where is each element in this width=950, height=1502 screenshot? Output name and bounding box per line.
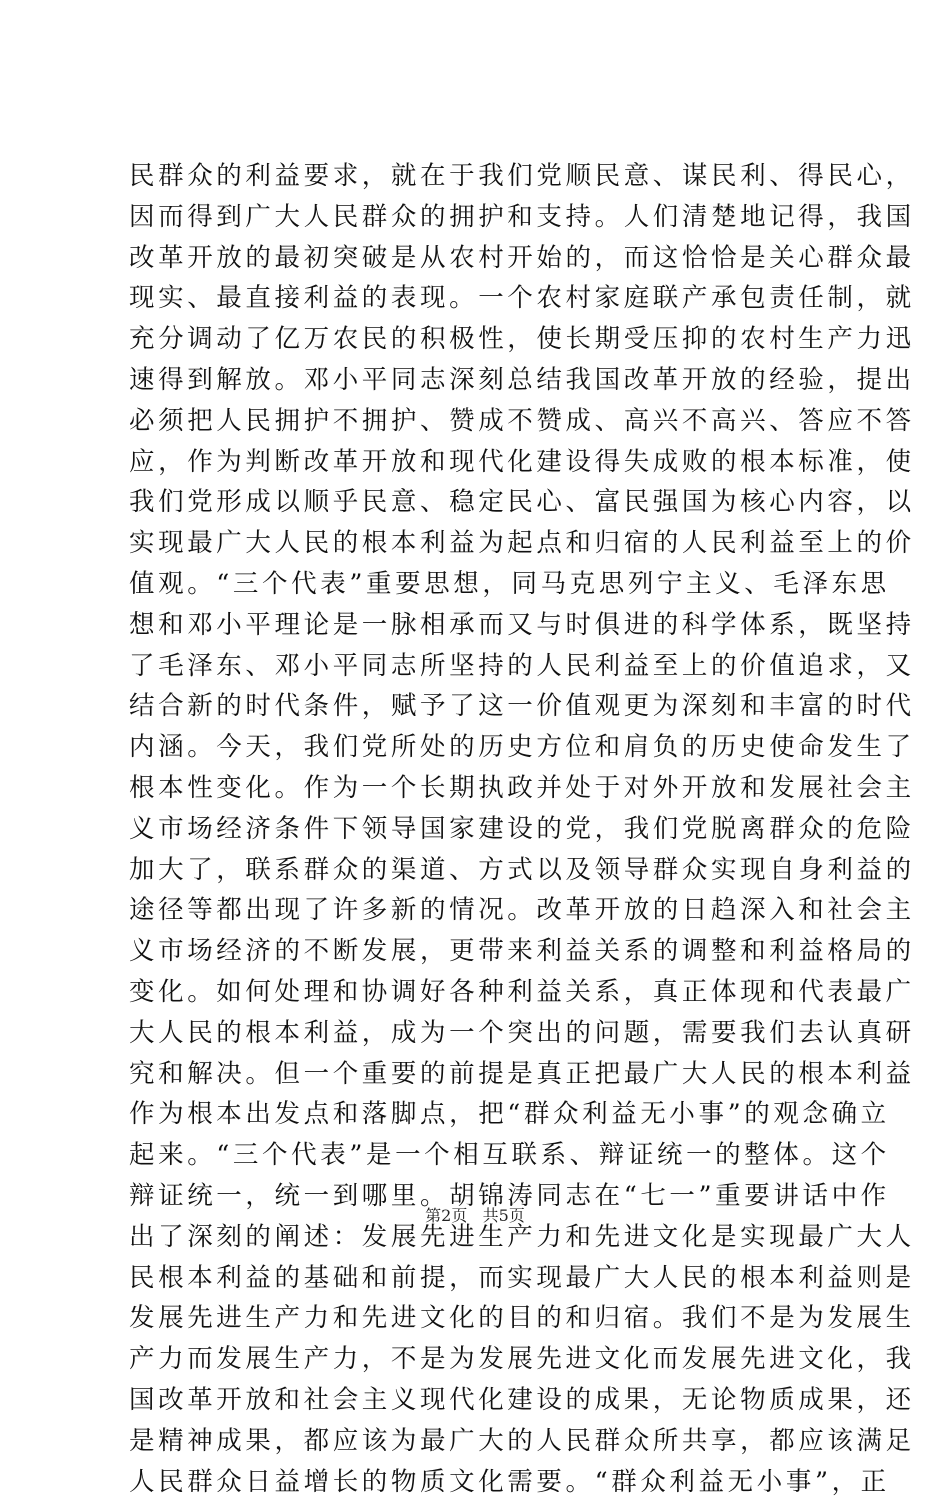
text-line: 民根本利益的基础和前提，而实现最广大人民的根本利益则是 xyxy=(129,1258,829,1299)
text-line: 国改革开放和社会主义现代化建设的成果，无论物质成果，还 xyxy=(129,1380,829,1421)
text-line: 结合新的时代条件，赋予了这一价值观更为深刻和丰富的时代 xyxy=(129,686,829,727)
text-line: 途径等都出现了许多新的情况。改革开放的日趋深入和社会主 xyxy=(129,890,829,931)
body-text xyxy=(129,156,829,1502)
text-line: 加大了，联系群众的渠道、方式以及领导群众实现自身利益的 xyxy=(129,850,829,891)
text-line: 应，作为判断改革开放和现代化建设得失成败的根本标准，使 xyxy=(129,442,829,483)
text-line: 人民群众日益增长的物质文化需要。“群众利益无小事”，正 xyxy=(129,1462,829,1502)
text-line: 义市场经济的不断发展，更带来利益关系的调整和利益格局的 xyxy=(129,931,829,972)
text-line: 变化。如何处理和协调好各种利益关系，真正体现和代表最广 xyxy=(129,972,829,1013)
text-line: 大人民的根本利益，成为一个突出的问题，需要我们去认真研 xyxy=(129,1013,829,1054)
page-total: 共5页 xyxy=(483,1206,525,1225)
footer-separator xyxy=(472,1206,477,1225)
text-line: 内涵。今天，我们党所处的历史方位和肩负的历史使命发生了 xyxy=(129,727,829,768)
text-line: 是精神成果，都应该为最广大的人民群众所共享，都应该满足 xyxy=(129,1421,829,1462)
text-line: 起来。“三个代表”是一个相互联系、辩证统一的整体。这个 xyxy=(129,1135,829,1176)
text-line: 了毛泽东、邓小平同志所坚持的人民利益至上的价值追求，又 xyxy=(129,646,829,687)
text-line: 我们党形成以顺乎民意、稳定民心、富民强国为核心内容，以 xyxy=(129,482,829,523)
text-line: 实现最广大人民的根本利益为起点和归宿的人民利益至上的价 xyxy=(129,523,829,564)
text-line: 因而得到广大人民群众的拥护和支持。人们清楚地记得，我国 xyxy=(129,197,829,238)
page-number: 第2页 xyxy=(425,1206,467,1225)
text-line: 发展先进生产力和先进文化的目的和归宿。我们不是为发展生 xyxy=(129,1298,829,1339)
text-line: 出了深刻的阐述：发展先进生产力和先进文化是实现最广大人 xyxy=(129,1217,829,1258)
text-line: 辩证统一，统一到哪里。胡锦涛同志在“七一”重要讲话中作 xyxy=(129,1176,829,1217)
text-line: 现实、最直接利益的表现。一个农村家庭联产承包责任制，就 xyxy=(129,278,829,319)
text-line: 充分调动了亿万农民的积极性，使长期受压抑的农村生产力迅 xyxy=(129,319,829,360)
text-line: 民群众的利益要求，就在于我们党顺民意、谋民利、得民心， xyxy=(129,156,829,197)
text-line: 必须把人民拥护不拥护、赞成不赞成、高兴不高兴、答应不答 xyxy=(129,401,829,442)
text-line: 义市场经济条件下领导国家建设的党，我们党脱离群众的危险 xyxy=(129,809,829,850)
text-line: 作为根本出发点和落脚点，把“群众利益无小事”的观念确立 xyxy=(129,1094,829,1135)
text-line: 想和邓小平理论是一脉相承而又与时俱进的科学体系，既坚持 xyxy=(129,605,829,646)
text-line: 究和解决。但一个重要的前提是真正把最广大人民的根本利益 xyxy=(129,1054,829,1095)
text-line: 值观。“三个代表”重要思想，同马克思列宁主义、毛泽东思 xyxy=(129,564,829,605)
text-line: 改革开放的最初突破是从农村开始的，而这恰恰是关心群众最 xyxy=(129,238,829,279)
text-line: 根本性变化。作为一个长期执政并处于对外开放和发展社会主 xyxy=(129,768,829,809)
page-footer xyxy=(0,1206,950,1226)
text-line: 产力而发展生产力，不是为发展先进文化而发展先进文化，我 xyxy=(129,1339,829,1380)
text-line: 速得到解放。邓小平同志深刻总结我国改革开放的经验，提出 xyxy=(129,360,829,401)
